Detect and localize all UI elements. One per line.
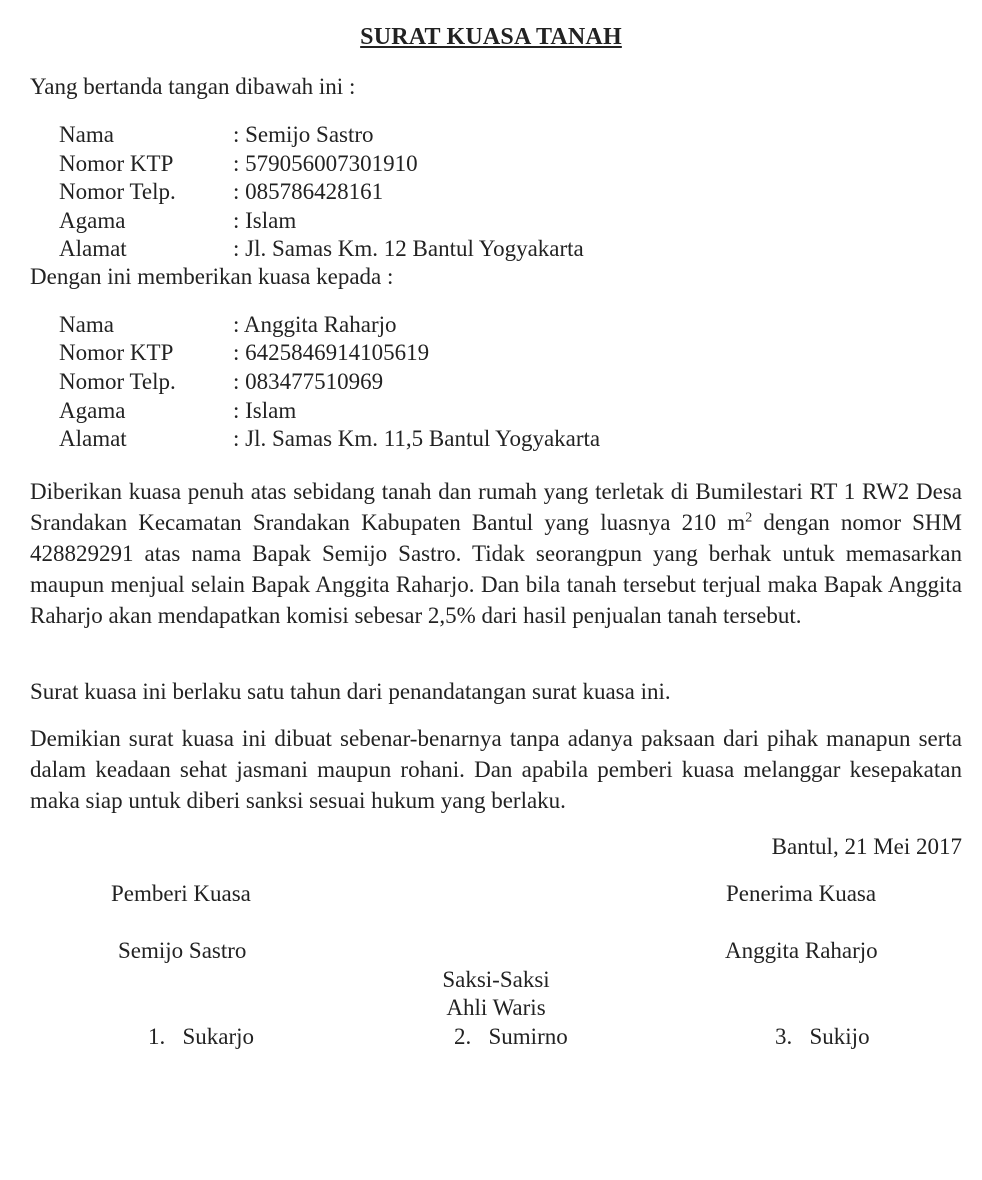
- paragraph-validity: Surat kuasa ini berlaku satu tahun dari penandatangan surat kuasa ini.: [30, 679, 671, 704]
- field-value: : Islam: [233, 398, 297, 423]
- witness-item: 1. Sukarjo: [148, 1024, 255, 1049]
- field-value: : Jl. Samas Km. 11,5 Bantul Yogyakarta: [233, 426, 601, 451]
- paragraph-text: Diberikan kuasa penuh atas sebidang tanah dan rumah yang terletak di Bumilestari RT 1 RW2 Desa Srandakan Kecamatan Srandakan Kabupaten Bantul yang luasnya 210 m: [30, 479, 962, 535]
- field-value: : Semijo Sastro: [233, 122, 374, 147]
- field-label: Alamat: [59, 236, 127, 261]
- field-value: : 6425846914105619: [233, 340, 430, 365]
- grantee-role: Penerima Kuasa: [726, 881, 877, 906]
- intro-line: Yang bertanda tangan dibawah ini :: [30, 74, 356, 99]
- witnesses-heading: Saksi-Saksi: [442, 967, 550, 992]
- grantee-signature-name: Anggita Raharjo: [725, 938, 878, 963]
- grantor-role: Pemberi Kuasa: [111, 881, 251, 906]
- paragraph-declaration: Demikian surat kuasa ini dibuat sebenar-benarnya tanpa adanya paksaan dari pihak manapun serta dalam keadaan sehat jasmani maupun rohani. Dan apabila pemberi kuasa melanggar kesepakatan maka siap untuk diberi sanksi sesuai hukum yang berlaku.: [30, 726, 962, 813]
- document-title: SURAT KUASA TANAH: [360, 24, 622, 50]
- field-value: : Anggita Raharjo: [233, 312, 397, 337]
- transfer-line: Dengan ini memberikan kuasa kepada :: [30, 264, 394, 289]
- field-label: Nama: [59, 312, 114, 337]
- field-label: Alamat: [59, 426, 127, 451]
- field-label: Nomor KTP: [59, 340, 174, 365]
- field-label: Nomor KTP: [59, 151, 174, 176]
- field-label: Agama: [59, 208, 126, 233]
- witness-item: 3. Sukijo: [775, 1024, 870, 1049]
- paragraph-power-of-attorney: [30, 476, 962, 631]
- field-label: Agama: [59, 398, 126, 423]
- field-value: : 579056007301910: [233, 151, 418, 176]
- witness-item: 2. Sumirno: [454, 1024, 568, 1049]
- field-value: : 085786428161: [233, 179, 384, 204]
- field-value: : Jl. Samas Km. 12 Bantul Yogyakarta: [233, 236, 584, 261]
- field-value: : Islam: [233, 208, 297, 233]
- paragraph-text: dengan nomor SHM 428829291 atas nama Bapak Semijo Sastro. Tidak seorangpun yang berhak untuk memasarkan maupun menjual selain Bapak Anggita Raharjo. Dan bila tanah tersebut terjual maka Bapak Anggita Raharjo akan mendapatkan komisi sebesar 2,5% dari hasil penjualan tanah tersebut.: [30, 510, 962, 628]
- field-label: Nomor Telp.: [59, 369, 176, 394]
- field-label: Nama: [59, 122, 114, 147]
- grantor-signature-name: Semijo Sastro: [118, 938, 247, 963]
- field-label: Nomor Telp.: [59, 179, 176, 204]
- heirs-heading: Ahli Waris: [446, 995, 546, 1020]
- place-date: Bantul, 21 Mei 2017: [771, 834, 962, 859]
- superscript: 2: [745, 510, 753, 526]
- field-value: : 083477510969: [233, 369, 384, 394]
